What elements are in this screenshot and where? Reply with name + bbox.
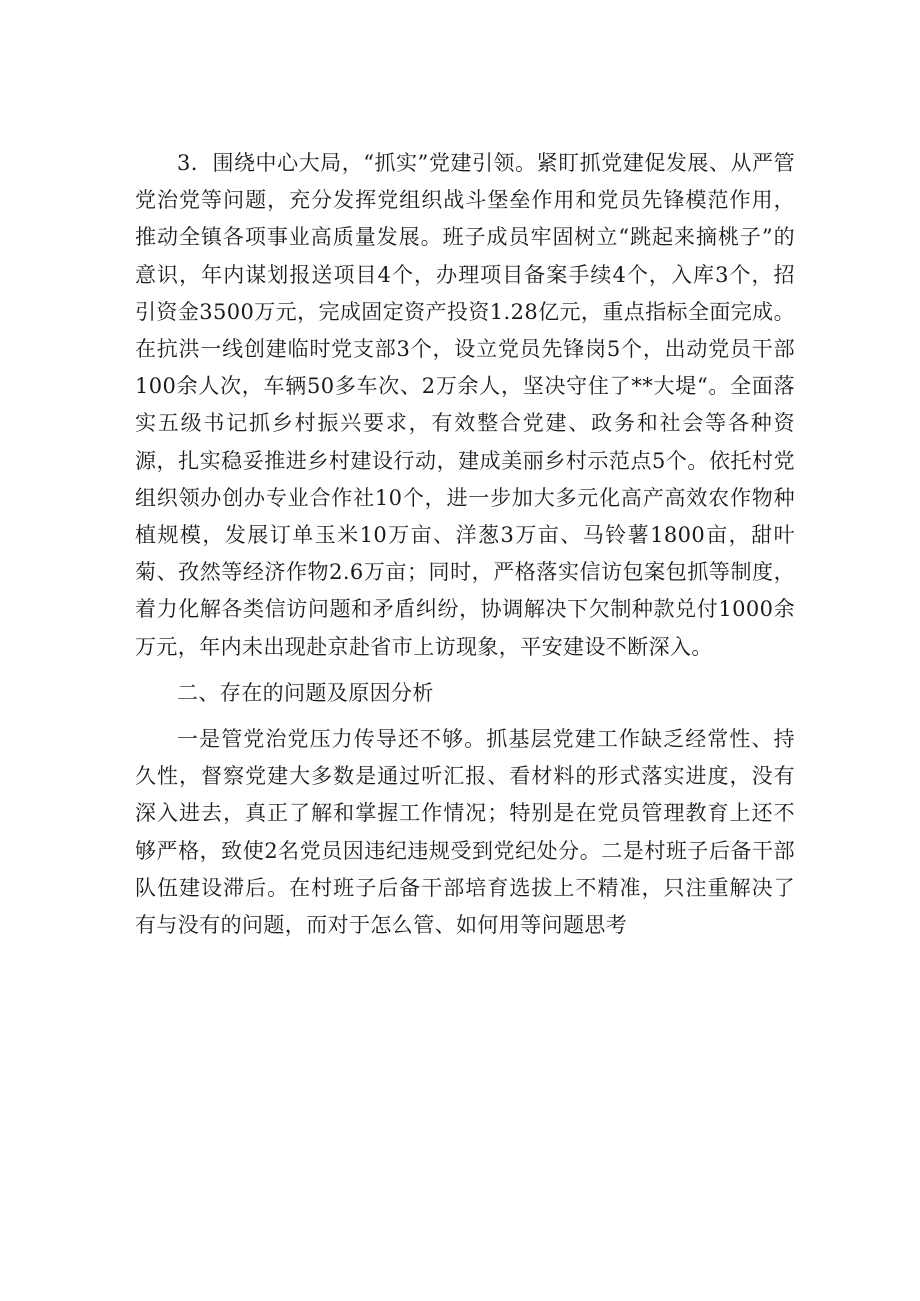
paragraph-party-building-leadership: 3．围绕中心大局，“抓实”党建引领。紧盯抓党建促发展、从严管党治党等问题，充分发挥党组织战斗堡垒作用和党员先锋模范作用，推动全镇各项事业高质量发展。班子成员牢固树立“跳起来摘桃子”的意识，年内谋划报送项目4个，办理项目备案手续4个，入库3个，招引资金3500万元，完成固定资产投资1.28亿元，重点指标全面完成。在抗洪一线创建临时党支部3个，设立党员先锋岗5个，出动党员干部100余人次，车辆50多车次、2万余人，坚决守住了**大堤“。全面落实五级书记抓乡村振兴要求，有效整合党建、政务和社会等各种资源，扎实稳妥推进乡村建设行动，建成美丽乡村示范点5个。依托村党组织领办创办专业合作社10个，进一步加大多元化高产高效农作物种植规模，发展订单玉米10万亩、洋葱3万亩、马铃薯1800亩，甜叶菊、孜然等经济作物2.6万亩；同时，严格落实信访包案包抓等制度，着力化解各类信访问题和矛盾纠纷，协调解决下欠制种款兑付1000余万元，年内未出现赴京赴省市上访现象，平安建设不断深入。 [135,151,795,659]
section-heading-problems-analysis: 二、存在的问题及原因分析 [177,680,434,705]
document-body [135,145,795,944]
paragraph-problems: 一是管党治党压力传导还不够。抓基层党建工作缺乏经常性、持久性，督察党建大多数是通过听汇报、看材料的形式落实进度，没有深入进去，真正了解和掌握工作情况；特别是在党员管理教育上还不够严格，致使2名党员因违纪违规受到党纪处分。二是村班子后备干部队伍建设滞后。在村班子后备干部培育选拔上不精准，只注重解决了有与没有的问题，而对于怎么管、如何用等问题思考 [135,727,795,938]
